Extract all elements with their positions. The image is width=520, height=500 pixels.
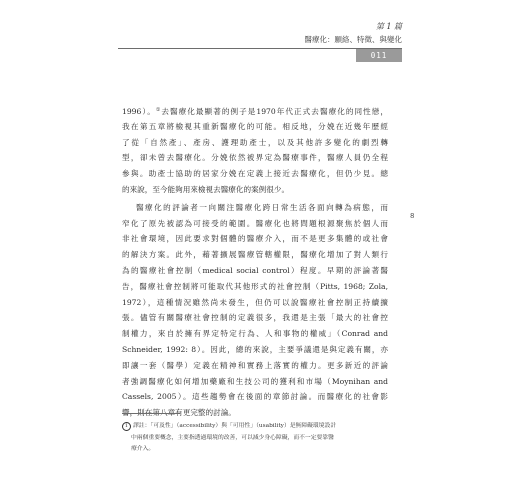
- footnote-line: 中兩個重要概念，主要指透過環境的改善，可以減少身心障礙，而不一定要靠醫: [131, 434, 334, 441]
- footnote: [122, 421, 388, 456]
- footnote-reference: ①: [155, 107, 162, 113]
- paragraph-2-line: Schneider, 1992: 8）。因此，總的來說，主要爭議還是與定義有關，亦: [122, 344, 388, 354]
- paragraph-2-line: 醫療化的評論者一向關注醫療化跨日常生活各面向轉為病態，而: [136, 202, 388, 212]
- page-number: 011: [356, 49, 402, 62]
- paragraph-1-line: 型，卻未曾去醫療化。分娩依然被界定為醫療事件，醫療人員仍全程: [122, 153, 388, 163]
- footnote-rule: [122, 413, 180, 414]
- footnote-marker: 1: [122, 422, 131, 431]
- paragraph-2-line: 1972），這種情況雖然尚未發生，但仍可以說醫療社會控制正持續擴: [122, 297, 388, 307]
- paragraph-2-line: 響，則在第八章有更完整的討論。: [122, 408, 236, 418]
- paragraph-1-line: 1996）。①去醫療化最顯著的例子是1970年代正式去醫療化的同性戀，: [122, 107, 388, 116]
- paragraph-1-line: 的來說，至今能夠用來檢視去醫療化的案例很少。: [122, 184, 290, 194]
- paragraph-2-line: 非社會環境，因此要求對個體的醫療介入，而不是更多集體的或社會: [122, 234, 388, 244]
- paragraph-1-line: 參與。助產士協助的居家分娩在定義上接近去醫療化，但仍少見。總: [122, 169, 388, 179]
- paragraph-2-line: 的解決方案。此外，藉著擴展醫療管轄權限，醫療化增加了對人類行: [122, 250, 388, 260]
- paragraph-2-line: 者強調醫療化如何增加藥廠和生技公司的獲利和市場（Moynihan and: [122, 376, 388, 386]
- paragraph-2-line: 窄化了原先被認為可接受的範圍。醫療化也將問題根源聚焦於個人而: [122, 218, 388, 228]
- paragraph-2-line: 制權力，來自於擁有界定特定行為、人和事物的權威」（Conrad and: [122, 329, 388, 339]
- footnote-line: 1 譯註：「可及性」（accessibility）與「可用性」（usability）是無障礙環境設計: [122, 421, 388, 433]
- paragraph-2-line: 張。儘管有關醫療社會控制的定義很多，我還是主張「最大的社會控: [122, 313, 388, 323]
- body-text: [122, 103, 388, 421]
- running-header-part: 第 1 篇: [375, 22, 402, 31]
- paragraph-2-line: 即讓一套（醫學）定義在精神和實務上落實的權力。更多新近的評論: [122, 360, 388, 370]
- running-header-title: 醫療化：願絡、特徵、與變化: [304, 35, 402, 44]
- margin-page-marker: 8: [410, 212, 415, 220]
- paragraph-2-line: 為的醫療社會控制（medical social control）程度。早期的評論著醫: [122, 265, 388, 275]
- paragraph-1-line: 了從「自然產」、產房、護理助產士，以及其他許多變化的劇烈轉: [122, 137, 388, 147]
- paragraph-1-line: 我在第五章將檢視其重新醫療化的可能。相反地，分娩在近幾年歷經: [122, 121, 388, 131]
- footnote-line: 療介入。: [131, 446, 155, 452]
- paragraph-2-line: Cassels, 2005）。這些趨勢會在後面的章節討論。而醫療化的社會影: [122, 392, 388, 402]
- paragraph-2-line: 告，醫療社會控制將可能取代其他形式的社會控制（Pitts, 1968; Zola,: [122, 281, 388, 291]
